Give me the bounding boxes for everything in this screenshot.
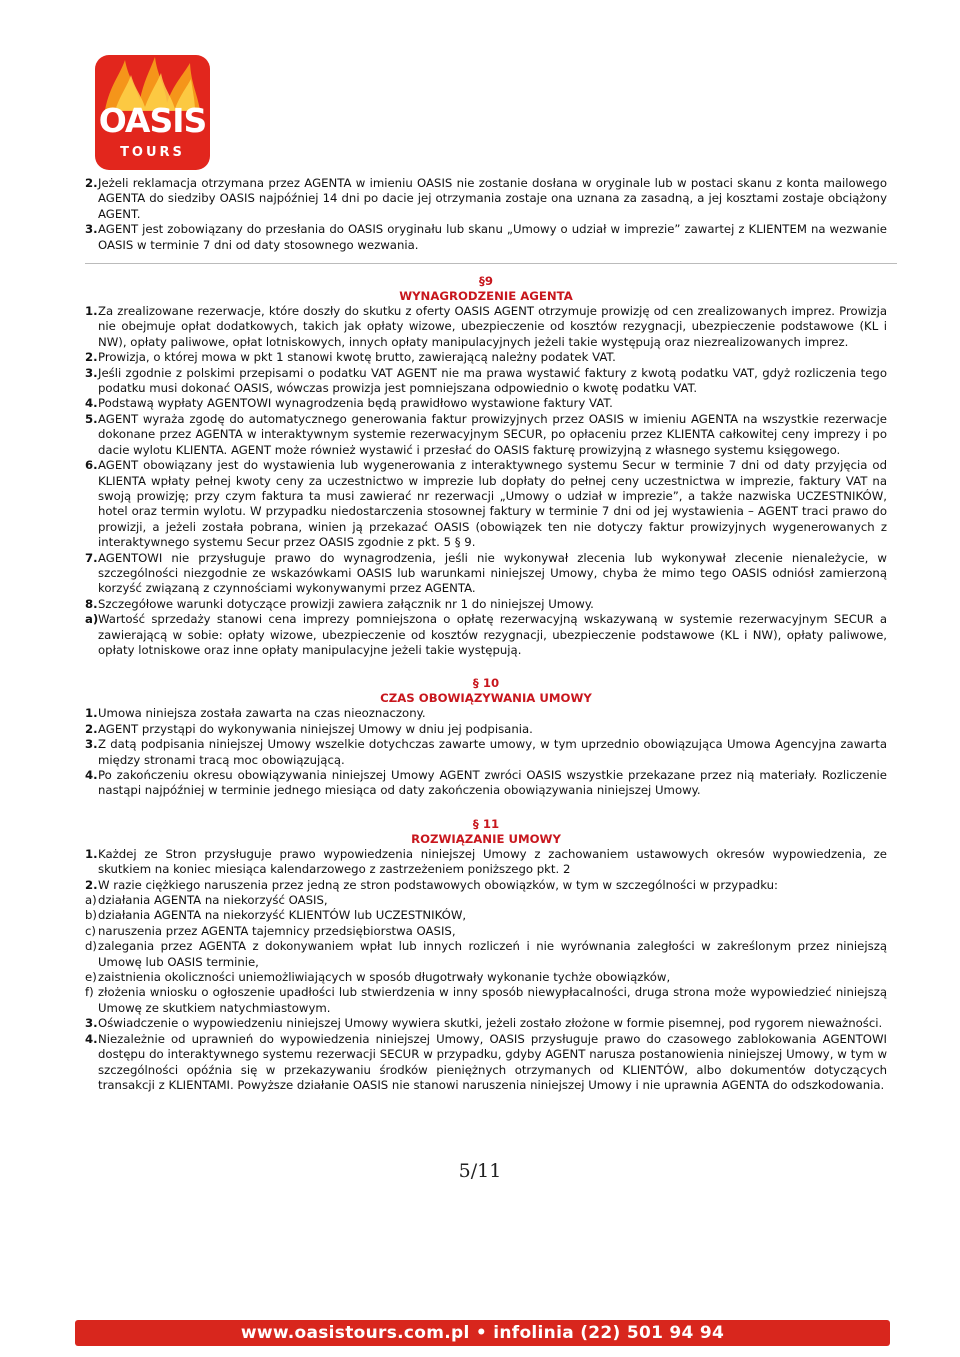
- section-10-item: 3. Z datą podpisania niniejszej Umowy wszelkie dotychczas zawarte umowy, w tym uprzednio obowiązująca Umowa Agencyjna zawarta między stronami tracą moc obowiązującą.: [85, 737, 887, 767]
- section-9-item: 6. AGENT obowiązany jest do wystawienia lub wygenerowania z interaktywnego systemu Secur w terminie 7 dni od daty przyjęcia od KLIENTA wpłaty pełnej kwoty ceny za uczestnictwo w imprezie lub dopłaty do pełnej ceny uczestnictwa w imprezie, faktury VAT na swoją prowizję; przy czym faktura ta musi zawierać nr rezerwacji „Umowy o udział w imprezie”, a także nazwiska UCZESTNIKÓW, hotel oraz termin wylotu. W przypadku niedostarczenia stosownej faktury w terminie 7 dni od jej wystawienia – AGENT traci prawo do prowizji, a jeżeli została pobrana, winien ją przekazać OASIS (obowiązek ten nie dotyczy faktur prowizyjnych wygenerowanych z interaktywnego systemu Secur przez OASIS zgodnie z pkt. 5 § 9.: [85, 458, 887, 550]
- section-11-item: 2. W razie ciężkiego naruszenia przez jedną ze stron podstawowych obowiązków, w tym w szczególności w przypadku:: [85, 877, 778, 892]
- oasis-tours-logo: [95, 55, 210, 170]
- section-11-letter-item: e) zaistnienia okoliczności uniemożliwiających w sposób długotrwały wykonanie tychże obowiązków,: [85, 970, 671, 985]
- section-10-item: 4. Po zakończeniu okresu obowiązywania niniejszej Umowy AGENT zwróci OASIS wszystkie przekazane przez nią materiały. Rozliczenie nastąpi najpóźniej w terminie jednego miesiąca od daty zakończenia obowiązywania niniejszej Umowy.: [85, 768, 887, 798]
- section-11-item: 3. Oświadczenie o wypowiedzeniu niniejszej Umowy wywiera skutki, jeżeli zostało złożone w formie pisemnej, pod rygorem nieważności.: [85, 1016, 883, 1031]
- section-9-item: 8. Szczegółowe warunki dotyczące prowizji zawiera załącznik nr 1 do niniejszej Umowy.: [85, 596, 594, 611]
- footer-contact-text: www.oasistours.com.pl • infolinia (22) 501 94 94: [240, 1323, 725, 1343]
- section-11-letter-item: c) naruszenia przez AGENTA tajemnicy przedsiębiorstwa OASIS,: [85, 923, 456, 938]
- section-10-mark: § 10: [472, 676, 500, 691]
- section-9-item: 3. Jeśli zgodnie z polskimi przepisami o podatku VAT AGENT nie ma prawa wystawić faktury z kwotą podatku VAT, gdyż rozliczenia tego podatku musi dokonać OASIS, wówczas prowizja jest pomniejszana odpowiednio o kwotę podatku VAT.: [85, 365, 887, 396]
- section-11-letter-item: f) złożenia wniosku o ogłoszenie upadłości lub stwierdzenia w inny sposób niewypłacalności, druga strona może wypowiedzieć niniejszą Umowę ze skutkiem natychmiastowym.: [85, 985, 887, 1015]
- intro-item: 3. AGENT jest zobowiązany do przesłania do OASIS oryginału lub skanu „Umowy o udział w imprezie” zawartej z KLIENTEM na wezwanie OASIS w terminie 7 dni od daty stosownego wezwania.: [85, 222, 887, 252]
- section-9-item: 5. AGENT wyraża zgodę do automatycznego generowania faktur prowizyjnych przez OASIS w imieniu AGENTA na wszystkie rezerwacje dokonane przez AGENTA w interaktywnym systemie rezerwacyjnym SECUR, po opłaceniu przez KLIENTA całkowitej ceny imprezy i po dacie wylotu KLIENTA. AGENT może również wystawić i przesłać do OASIS fakturę prowizyjną z własnego systemu księgowego.: [85, 411, 887, 457]
- section-9-item: 4. Podstawą wypłaty AGENTOWI wynagrodzenia będą prawidłowo wystawione faktury VAT.: [85, 396, 613, 411]
- section-9-item: 7. AGENTOWI nie przysługuje prawo do wynagrodzenia, jeśli nie wykonywał zlecenia lub wykonywał zlecenie nienależycie, w szczególności niezgodnie ze wskazówkami OASIS lub warunkami niniejszej Umowy, chyba że mimo tego OASIS odniósł zamierzoną korzyść związaną z czynnościami wykonywanymi przez AGENTA.: [85, 550, 887, 596]
- section-9-item: a) Wartość sprzedaży stanowi cena imprezy pomniejszona o opłatę rezerwacyjną wskazywaną w systemie rezerwacyjnym SECUR a zawierającą w sobie: opłaty wizowe, ubezpieczenie od kosztów rezygnacji, ubezpieczenie podstawowe (KL i NW), opłaty paliwowe, opłaty lotniskowe oraz inne opłaty manipulacyjne jeżeli takie występują.: [85, 612, 887, 657]
- page-number: 5/11: [458, 1160, 502, 1182]
- section-11-item: 4. Niezależnie od uprawnień do wypowiedzenia niniejszej Umowy, OASIS przysługuje prawo do czasowego zablokowania AGENTOWI dostępu do interaktywnego systemu rezerwacji SECUR w przypadku, gdyby AGENT narusza postanowienia niniejszej Umowy, w tym w szczególności opóźnia się w przekazywaniu środków pieniężnych otrzymanych od KLIENTÓW, albo dokumentów dotyczących transakcji z KLIENTAMI. Powyższe działanie OASIS nie stanowi naruszenia niniejszej Umowy i nie uprawnia AGENTA do odszkodowania.: [85, 1031, 887, 1092]
- section-11-title: ROZWIĄZANIE UMOWY: [411, 831, 561, 846]
- section-10-title: CZAS OBOWIĄZYWANIA UMOWY: [380, 691, 592, 706]
- section-11-letter-item: d) zalegania przez AGENTA z dokonywaniem wpłat lub innych rozliczeń i nie wyrównania zaległości w zakreślonym przez niniejszą Umowę lub OASIS terminie,: [85, 939, 887, 969]
- section-11-item: 1. Każdej ze Stron przysługuje prawo wypowiedzenia niniejszej Umowy z zachowaniem ustawowych okresów wypowiedzenia, ze skutkiem na koniec miesiąca kalendarzowego z zastrzeżeniem poniższego pkt. 2: [85, 846, 887, 877]
- logo-sub-text: TOURS: [120, 145, 185, 160]
- section-11-letter-item: b) działania AGENTA na niekorzyść KLIENTÓW lub UCZESTNIKÓW,: [85, 908, 467, 923]
- logo-brand-text: OASIS: [98, 101, 207, 140]
- section-9-item: 1. Za zrealizowane rezerwacje, które doszły do skutku z oferty OASIS AGENT otrzymuje prowizję od cen zrealizowanych imprez. Prowizja nie obejmuje opłat dodatkowych, takich jak opłaty wizowe, ubezpieczenie od kosztów rezygnacji, ubezpieczenie podstawowe (KL i NW), opłaty paliwowe, opłat lotniskowych, innych opłaty manipulacyjnych jeżeli takie występują oraz niezrealizowanych imprez.: [85, 304, 887, 349]
- section-11-mark: § 11: [472, 816, 500, 831]
- footer-banner: [75, 1320, 890, 1346]
- section-11-letter-item: a) działania AGENTA na niekorzyść OASIS,: [85, 893, 328, 908]
- divider: [85, 263, 897, 264]
- section-9-title: WYNAGRODZENIE AGENTA: [399, 289, 573, 304]
- section-10-item: 1. Umowa niniejsza została zawarta na czas nieoznaczony.: [85, 706, 426, 721]
- document-body: [85, 176, 887, 1093]
- intro-item: 2. Jeżeli reklamacja otrzymana przez AGENTA w imieniu OASIS nie zostanie dosłana w oryginale lub w postaci skanu z konta mailowego AGENTA do siedziby OASIS najpóźniej 14 dni po dacie jej otrzymania zostaje ona uznana za zasadną, a jej kosztami zostaje obciążony AGENT.: [85, 176, 887, 221]
- section-9-mark: §9: [479, 274, 493, 289]
- section-10-item: 2. AGENT przystąpi do wykonywania niniejszej Umowy w dniu jej podpisania.: [85, 721, 533, 736]
- section-9-item: 2. Prowizja, o której mowa w pkt 1 stanowi kwotę brutto, zawierającą należny podatek VAT.: [85, 350, 616, 365]
